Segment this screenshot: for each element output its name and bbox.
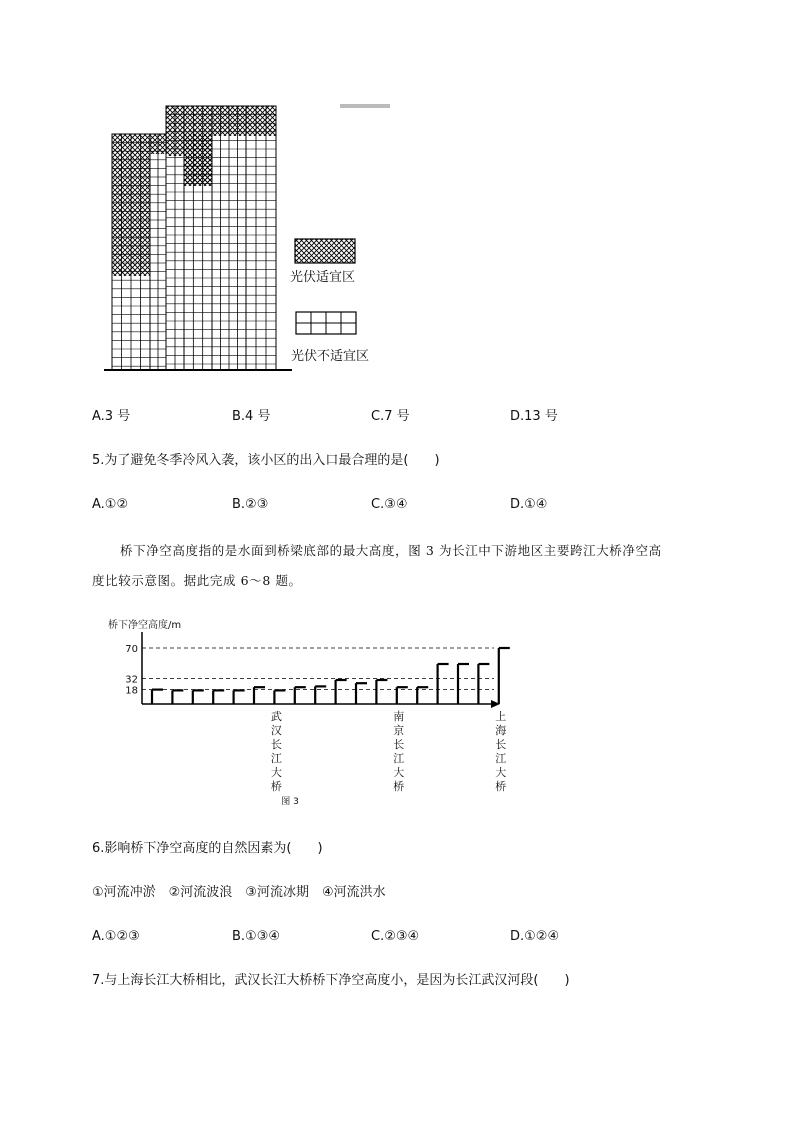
bridge-bar-12 xyxy=(376,680,387,704)
y-tick-label-70: 70 xyxy=(125,644,138,655)
annotation-char: 长 xyxy=(270,738,282,751)
y-axis-label: 桥下净空高度/m xyxy=(108,620,182,631)
q4-option-b[interactable]: B.4 号 xyxy=(232,409,271,424)
annotation-char: 上 xyxy=(495,710,507,723)
annotation-char: 汉 xyxy=(270,724,282,737)
q6-choices: ①河流冲淤 ②河流波浪 ③河流冰期 ④河流洪水 xyxy=(92,885,386,900)
q5-option-d[interactable]: D.①④ xyxy=(510,497,548,512)
passage-line-2: 度比较示意图。据此完成 6～8 题。 xyxy=(92,573,302,588)
q4-option-c[interactable]: C.7 号 xyxy=(371,409,410,424)
bridge-annotation-13 xyxy=(393,710,404,793)
annotation-char: 长 xyxy=(393,738,405,751)
annotation-char: 大 xyxy=(495,766,507,779)
bridge-bar-3 xyxy=(193,690,204,704)
faint-header-mark xyxy=(340,104,390,108)
legend-suitable-label: 光伏适宜区 xyxy=(290,270,356,285)
annotation-char: 武 xyxy=(270,710,282,723)
q6-option-d[interactable]: D.①②④ xyxy=(510,929,560,944)
bridge-bar-5 xyxy=(234,690,245,704)
bridge-bar-1 xyxy=(152,690,163,704)
bridge-bar-16 xyxy=(458,664,469,704)
annotation-char: 桥 xyxy=(393,780,405,793)
bridge-annotation-18 xyxy=(495,709,506,793)
legend-unsuitable xyxy=(295,311,357,339)
annotation-char: 江 xyxy=(270,752,282,765)
q7-stem: 7.与上海长江大桥相比，武汉长江大桥桥下净空高度小，是因为长江武汉河段( ) xyxy=(92,973,570,988)
annotation-char: 桥 xyxy=(270,780,282,793)
annotation-char: 长 xyxy=(495,738,507,751)
q6-option-b[interactable]: B.①③④ xyxy=(232,929,281,944)
passage-line-1: 桥下净空高度指的是水面到桥梁底部的最大高度，图 3 为长江中下游地区主要跨江大桥净空高 xyxy=(120,543,662,558)
bridge-bar-9 xyxy=(315,686,326,704)
annotation-char: 江 xyxy=(393,752,405,765)
bridge-bar-17 xyxy=(478,664,489,704)
annotation-char: 大 xyxy=(393,766,405,779)
figure-caption: 图 3 xyxy=(281,797,299,807)
annotation-char: 大 xyxy=(270,766,282,779)
q6-option-c[interactable]: C.②③④ xyxy=(371,929,420,944)
bridge-bar-11 xyxy=(356,683,367,704)
q5-stem: 5.为了避免冬季冷风入袭，该小区的出入口最合理的是( ) xyxy=(92,453,440,468)
annotation-char: 南 xyxy=(393,710,405,723)
bridge-bar-2 xyxy=(172,690,183,704)
q6-option-a[interactable]: A.①②③ xyxy=(92,929,140,944)
annotation-char: 海 xyxy=(495,724,507,737)
bridge-bar-15 xyxy=(438,664,449,704)
q4-option-d[interactable]: D.13 号 xyxy=(510,409,558,424)
annotation-char: 江 xyxy=(495,752,507,765)
y-tick-label-18: 18 xyxy=(125,685,138,697)
bridge-annotation-7 xyxy=(271,709,282,793)
q5-option-c[interactable]: C.③④ xyxy=(371,497,408,512)
q5-option-a[interactable]: A.①② xyxy=(92,497,129,512)
bridge-bar-18 xyxy=(499,648,510,704)
bridge-bar-7 xyxy=(274,690,285,704)
bridge-clearance-chart xyxy=(100,612,510,812)
legend-unsuitable-swatch xyxy=(295,311,357,335)
annotation-char: 桥 xyxy=(495,780,507,793)
legend-suitable xyxy=(294,238,356,268)
q5-option-b[interactable]: B.②③ xyxy=(232,497,269,512)
bridge-bar-4 xyxy=(213,690,224,704)
annotation-char: 京 xyxy=(393,724,405,737)
q4-option-a[interactable]: A.3 号 xyxy=(92,409,131,424)
y-tick-label-32: 32 xyxy=(125,674,138,686)
legend-unsuitable-label: 光伏不适宜区 xyxy=(291,349,370,364)
bridge-bar-10 xyxy=(336,680,347,704)
q6-stem: 6.影响桥下净空高度的自然因素为( ) xyxy=(92,841,323,856)
legend-suitable-swatch xyxy=(294,238,356,264)
